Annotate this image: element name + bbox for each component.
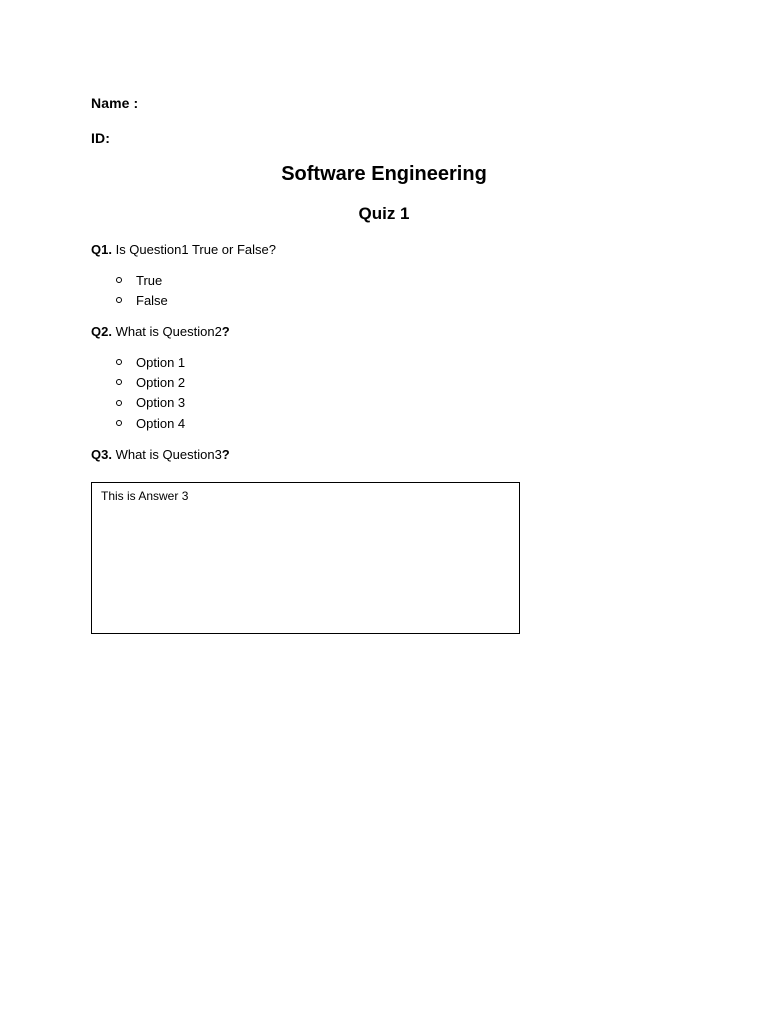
question-text: What is Question2 xyxy=(111,324,222,339)
question-number: Q2. xyxy=(91,324,112,339)
radio-circle-icon xyxy=(116,379,122,385)
option-4[interactable] xyxy=(114,413,185,433)
question-2 xyxy=(91,324,230,339)
question-number: Q3. xyxy=(91,447,112,462)
option-3[interactable] xyxy=(114,393,185,413)
radio-circle-icon xyxy=(116,359,122,365)
quiz-title: Quiz 1 xyxy=(358,204,410,223)
question-number: Q1. xyxy=(91,242,112,257)
option-false[interactable] xyxy=(114,290,168,310)
question-1 xyxy=(91,242,276,257)
question-text: Is Question1 True or False xyxy=(111,242,269,257)
id-label: ID: xyxy=(91,130,110,146)
question-1-options xyxy=(114,270,168,311)
option-true[interactable] xyxy=(114,270,168,290)
radio-circle-icon xyxy=(116,420,122,426)
option-label: False xyxy=(136,292,168,308)
option-2[interactable] xyxy=(114,372,185,392)
answer-textbox[interactable] xyxy=(91,482,520,634)
answer-text: This is Answer 3 xyxy=(101,489,189,503)
option-label: Option 1 xyxy=(136,354,186,370)
option-label: Option 2 xyxy=(136,374,186,390)
radio-circle-icon xyxy=(116,277,122,283)
document-title: Software Engineering xyxy=(281,163,487,185)
radio-circle-icon xyxy=(116,400,122,406)
radio-circle-icon xyxy=(116,297,122,303)
option-1[interactable] xyxy=(114,352,185,372)
question-mark: ? xyxy=(268,242,276,257)
option-label: Option 4 xyxy=(136,415,186,431)
name-label: Name : xyxy=(91,95,139,111)
option-label: True xyxy=(136,272,163,288)
question-mark: ? xyxy=(221,324,230,339)
question-mark: ? xyxy=(221,447,230,462)
question-text: What is Question3 xyxy=(111,447,222,462)
question-3 xyxy=(91,447,230,462)
option-label: Option 3 xyxy=(136,395,186,411)
question-2-options xyxy=(114,352,185,433)
